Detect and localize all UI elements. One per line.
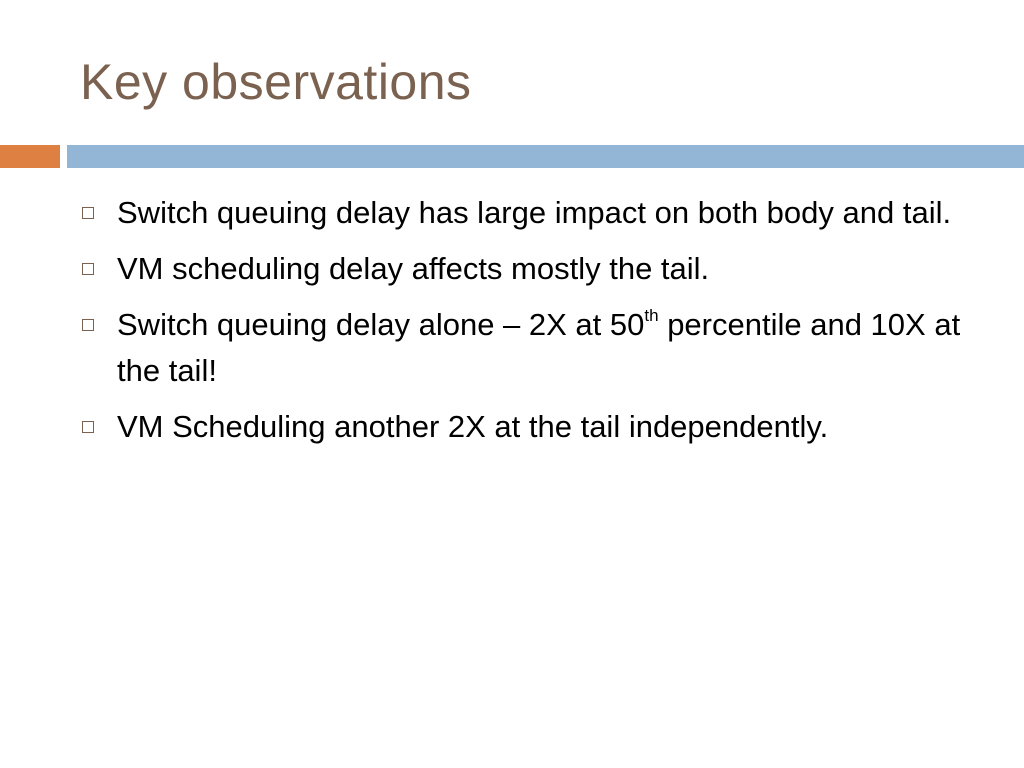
bullet-text <box>117 307 960 388</box>
bullet-text: VM scheduling delay affects mostly the tail. <box>117 251 710 286</box>
slide-title: Key observations <box>80 54 472 110</box>
title-rule-bar <box>67 145 1024 168</box>
square-bullet-icon <box>82 421 94 433</box>
square-bullet-icon <box>82 319 94 331</box>
bullet-text: Switch queuing delay has large impact on both body and tail. <box>117 195 952 230</box>
bullet-item <box>80 404 980 450</box>
bullet-text: VM Scheduling another 2X at the tail independently. <box>117 409 829 444</box>
bullet-item <box>80 246 980 292</box>
bullet-list <box>80 190 980 460</box>
bullet-item <box>80 190 980 236</box>
ordinal-superscript: th <box>644 306 659 325</box>
bullet-item <box>80 302 980 394</box>
bullet-text-part: percentile and 10X at the tail! <box>117 307 961 388</box>
square-bullet-icon <box>82 263 94 275</box>
title-accent-bar <box>0 145 60 168</box>
bullet-text-part: Switch queuing delay alone – 2X at 50 <box>117 307 645 342</box>
square-bullet-icon <box>82 207 94 219</box>
